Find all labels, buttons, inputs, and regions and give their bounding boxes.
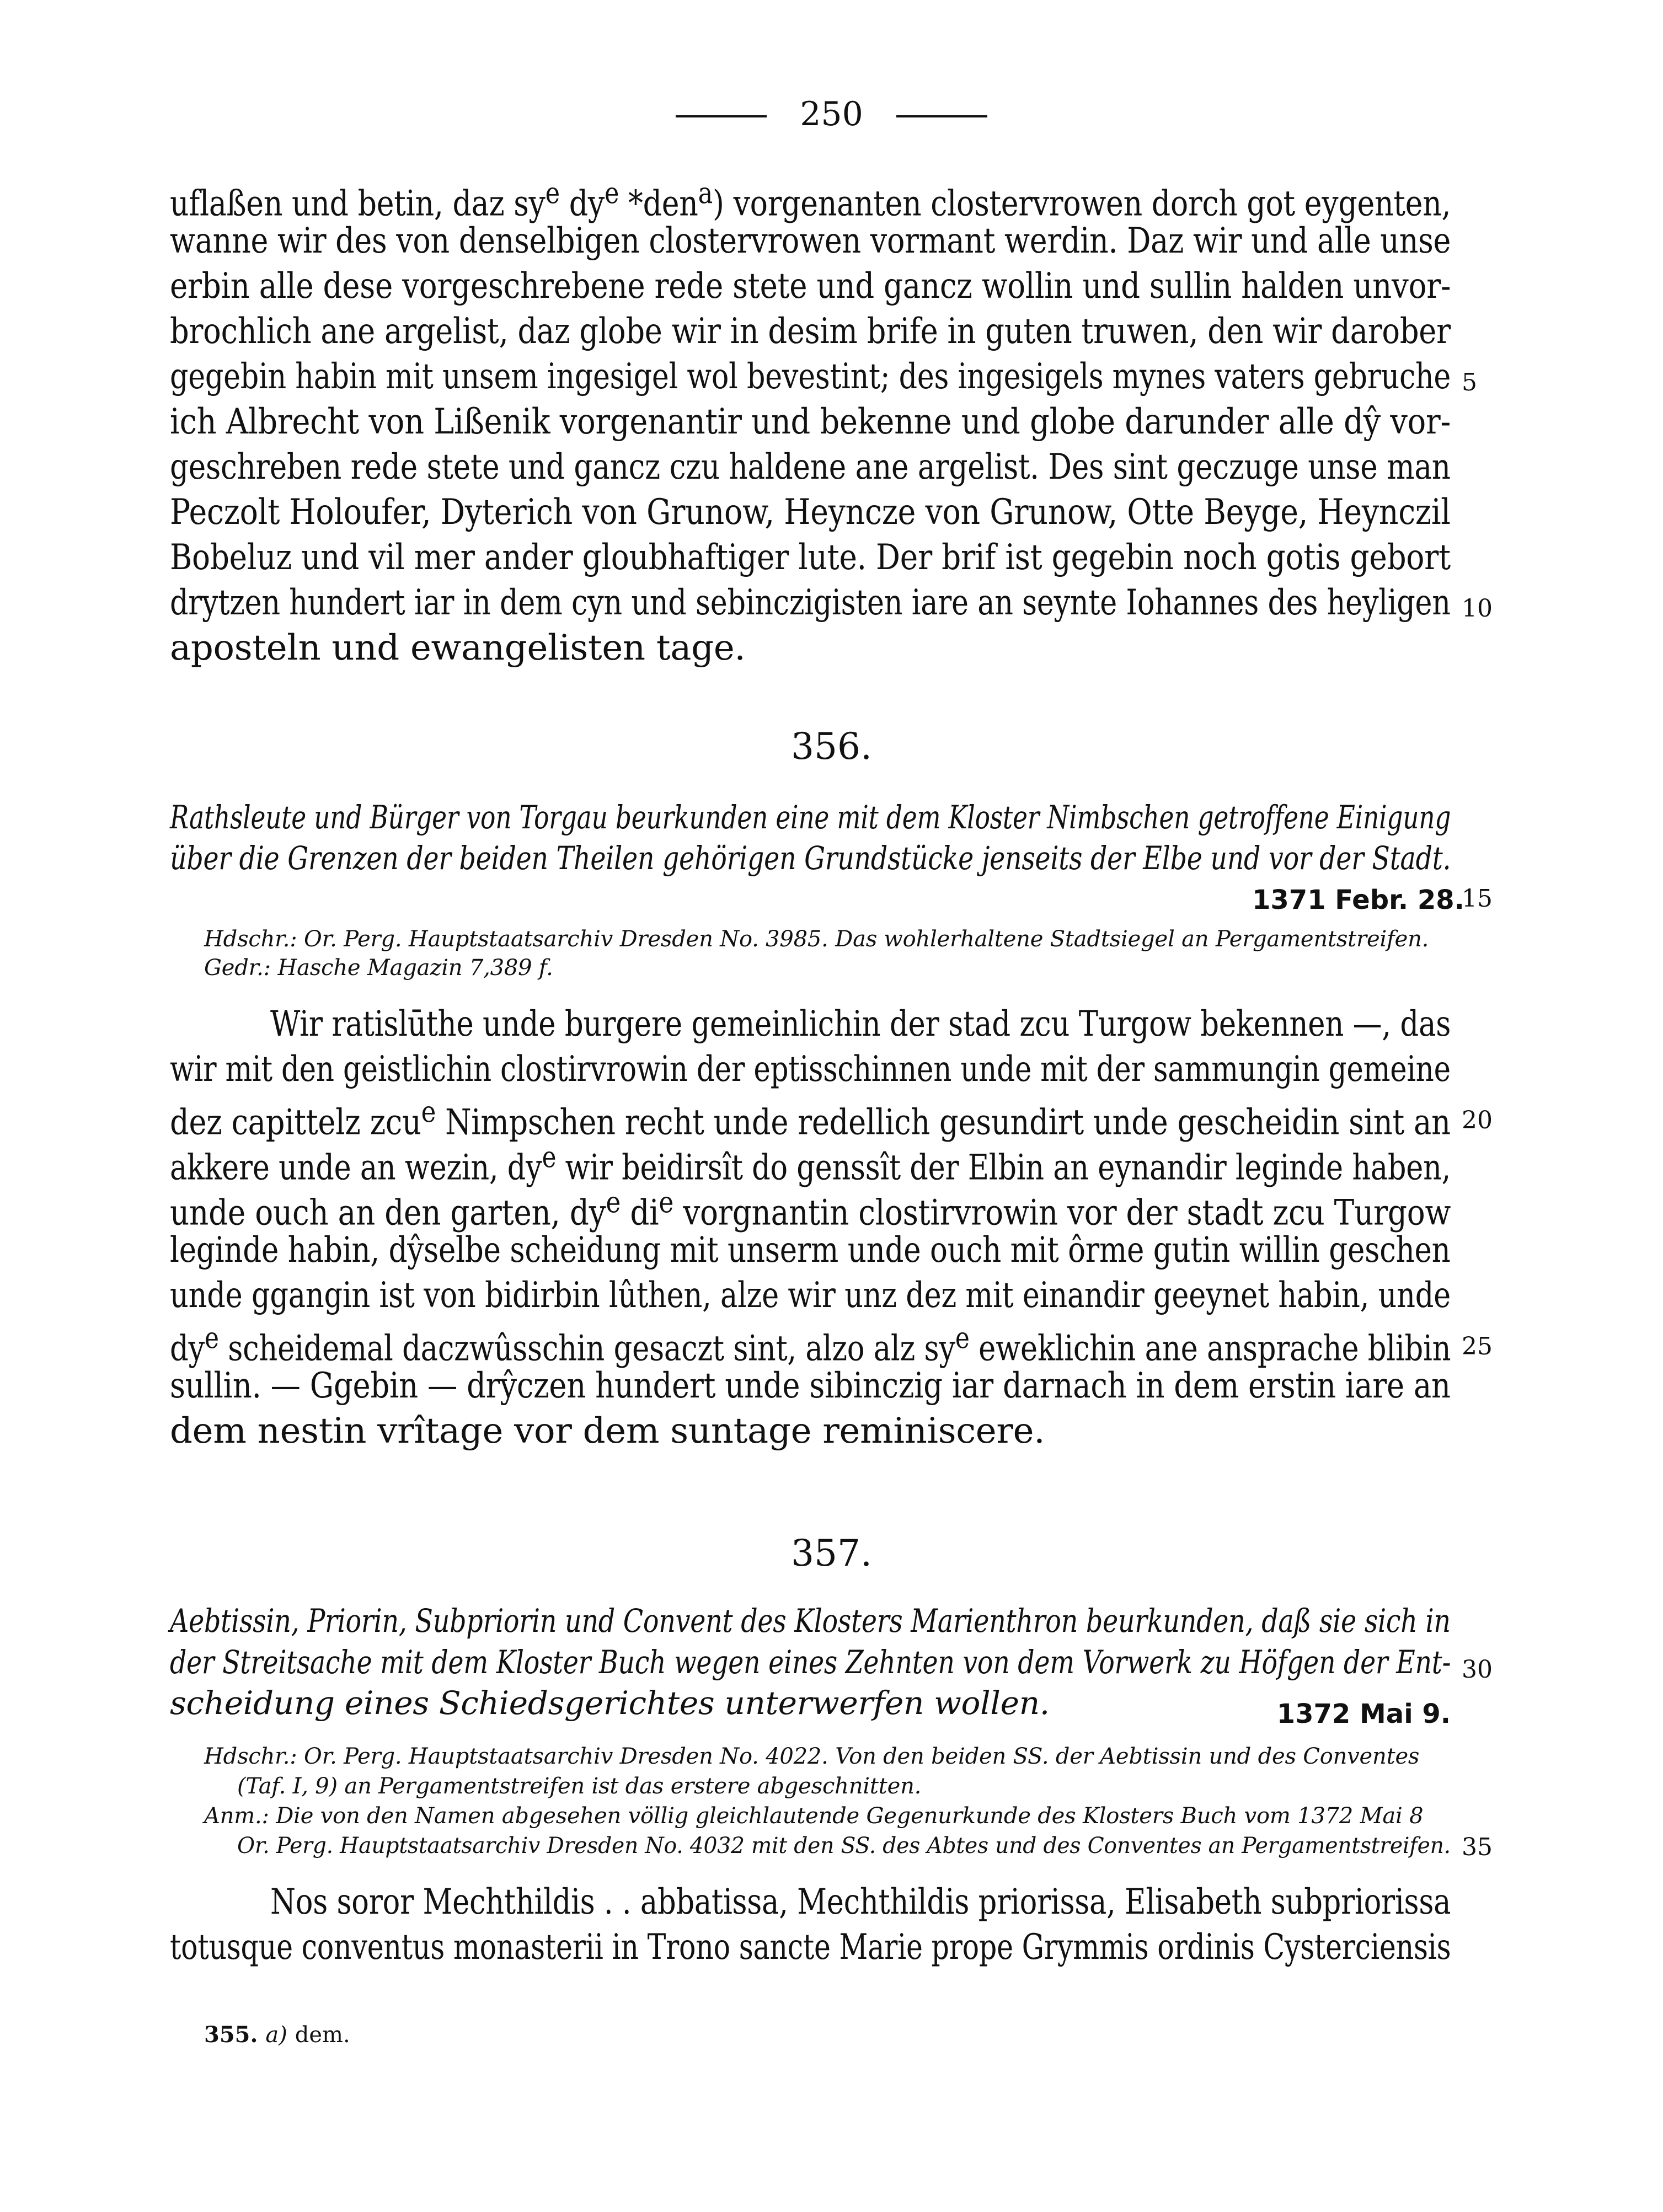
footnote-mark: a) (265, 2022, 287, 2048)
page-number: 250 (800, 95, 863, 133)
body-line: geschreben rede stete und gancz czu haldene ane argelist. Des sint geczuge unse man (170, 447, 1451, 488)
body-line: Peczolt Holoufer, Dyterich von Grunow, Heyncze von Grunow, Otte Beyge, Heynczil (170, 492, 1451, 533)
apparatus-line: Or. Perg. Hauptstaatsarchiv Dresden No. 4032 mit den SS. des Abtes und des Conventes an Pergamentstreifen. (237, 1833, 1451, 1858)
body-line: Nos soror Mechthildis . . abbatissa, Mechthildis priorissa, Elisabeth subpriorissa (270, 1882, 1451, 1922)
body-line: unde ggangin ist von bidirbin lûthen, alze wir unz dez mit einandir geeynet habin, unde (170, 1275, 1451, 1316)
regest-line: scheidung eines Schiedsgerichtes unterwerfen wollen. (170, 1684, 1050, 1722)
footnote-ref: 355. (204, 2022, 258, 2048)
apparatus-line: (Taf. I, 9) an Pergamentstreifen ist das erstere abgeschnitten. (237, 1774, 922, 1799)
apparatus-line: Gedr.: Hasche Magazin 7,389 f. (204, 955, 553, 981)
body-line: drytzen hundert iar in dem cyn und sebinczigisten iare an seynte Iohannes des heyligen (170, 582, 1451, 623)
body-line: leginde habin, dŷselbe scheidung mit unserm unde ouch mit ôrme gutin willin geschen (170, 1230, 1451, 1271)
footnote-text: dem. (295, 2022, 350, 2048)
body-line: aposteln und ewangelisten tage. (170, 628, 746, 668)
header-rule-right (896, 115, 987, 117)
document-number-356: 356. (791, 725, 872, 768)
document-number-357: 357. (791, 1532, 872, 1574)
footnote (204, 2022, 350, 2048)
body-line: dem nestin vrîtage vor dem suntage reminiscere. (170, 1411, 1045, 1452)
body-line: dez capittelz zcu$^e$ Nimpschen recht unde redellich gesundirt unde gescheidin sint an (170, 1094, 1451, 1143)
margin-line-number: 15 (1462, 885, 1493, 913)
body-line: totusque conventus monasterii in Trono sancte Marie prope Grymmis ordinis Cysterciensis (170, 1927, 1451, 1968)
page-header (0, 95, 1663, 133)
body-line: Wir ratislūthe unde burgere gemeinlichin der stad zcu Turgow bekennen —, das (270, 1004, 1451, 1045)
regest-line: über die Grenzen der beiden Theilen gehörigen Grundstücke jenseits der Elbe und vor der Stadt. (170, 839, 1451, 877)
regest-line: Rathsleute und Bürger von Torgau beurkunden eine mit dem Kloster Nimbschen getroffene Einigung (170, 799, 1451, 836)
body-line: erbin alle dese vorgeschrebene rede stete und gancz wollin und sullin halden unvor- (170, 266, 1451, 307)
body-line: uflaßen und betin, daz $sy^e$ $dy^e$ *den$^a$) vorgenanten clostervrowen dorch got eygenten, (170, 175, 1451, 224)
body-line: $dy^e$ scheidemal daczwûsschin gesaczt sint, alzo alz $sy^e$ eweklichin ane ansprache blibin (170, 1320, 1451, 1369)
body-line: brochlich ane argelist, daz globe wir in desim brife in guten truwen, den wir darober (170, 311, 1451, 352)
regest-line: Aebtissin, Priorin, Subpriorin und Convent des Klosters Marienthron beurkunden, daß sie sich in (170, 1602, 1451, 1640)
margin-line-number: 25 (1462, 1332, 1493, 1361)
document-date: 1371 Febr. 28. (1252, 885, 1464, 915)
body-line: unde ouch an den garten, $dy^e$ $di^e$ vorgnantin clostirvrowin vor der stadt zcu Turgow (170, 1185, 1451, 1234)
apparatus-line: Hdschr.: Or. Perg. Hauptstaatsarchiv Dresden No. 4022. Von den beiden SS. der Aebtissin und des Conventes (204, 1744, 1420, 1769)
apparatus-line: Anm.: Die von den Namen abgesehen völlig gleichlautende Gegenurkunde des Klosters Buch vom 1372 Mai 8 (204, 1803, 1424, 1829)
apparatus-line: Hdschr.: Or. Perg. Hauptstaatsarchiv Dresden No. 3985. Das wohlerhaltene Stadtsiegel an Pergamentstreifen. (204, 926, 1429, 952)
body-line: gegebin habin mit unsem ingesigel wol bevestint; des ingesigels mynes vaters gebruche (170, 356, 1451, 397)
margin-line-number: 30 (1462, 1656, 1493, 1684)
margin-line-number: 20 (1462, 1106, 1493, 1134)
document-date: 1372 Mai 9. (1276, 1699, 1451, 1729)
body-line: sullin. — Ggebin — drŷczen hundert unde sibinczig iar darnach in dem erstin iare an (170, 1365, 1451, 1406)
body-line: ich Albrecht von Lißenik vorgenantir und bekenne und globe darunder alle dŷ vor- (170, 401, 1451, 442)
margin-line-number: 35 (1462, 1833, 1493, 1861)
body-line: wanne wir des von denselbigen clostervrowen vormant werdin. Daz wir und alle unse (170, 221, 1451, 261)
header-rule-left (676, 115, 767, 117)
body-line: akkere unde an wezin, $dy^e$ wir beidirsît do genssît der Elbin an eynandir leginde haben, (170, 1139, 1451, 1188)
body-line: wir mit den geistlichin clostirvrowin der eptisschinnen unde mit der sammungin gemeine (170, 1049, 1451, 1090)
margin-line-number: 5 (1462, 368, 1477, 397)
body-line: Bobeluz und vil mer ander gloubhaftiger lute. Der brif ist gegebin noch gotis gebort (170, 537, 1451, 578)
regest-line: der Streitsache mit dem Kloster Buch wegen eines Zehnten von dem Vorwerk zu Höfgen der Ent- (170, 1643, 1451, 1681)
margin-line-number: 10 (1462, 594, 1493, 623)
